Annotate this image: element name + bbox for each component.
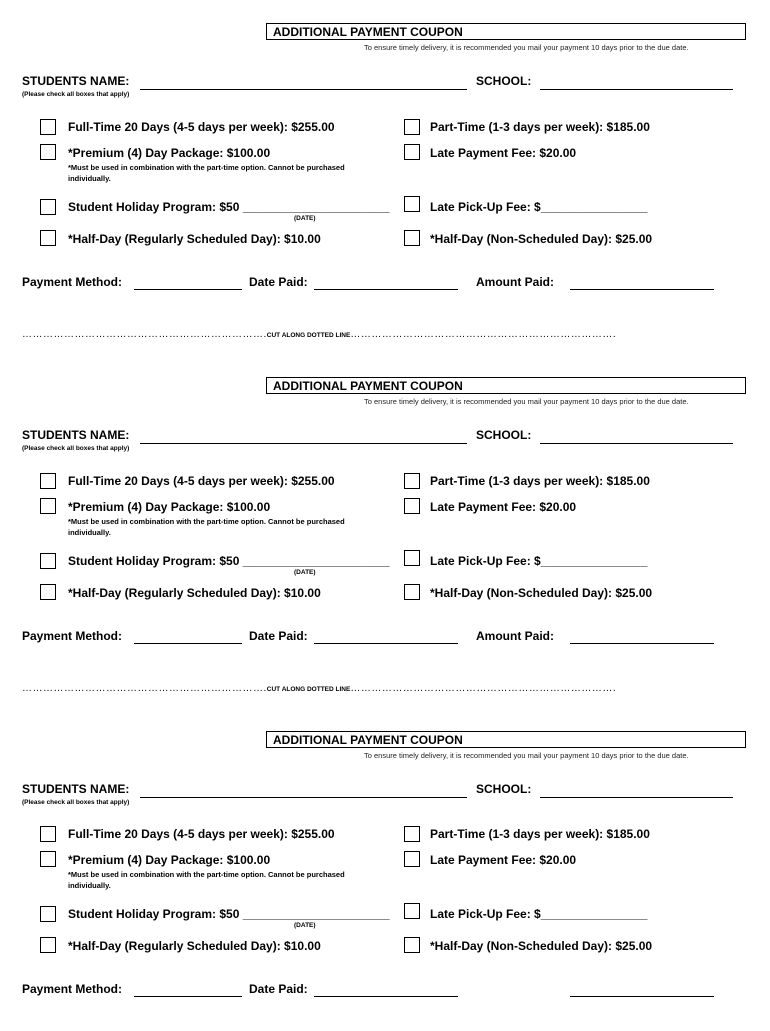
payment-method-label: Payment Method: xyxy=(22,275,123,289)
students-name-label: STUDENTS NAME: xyxy=(22,74,130,88)
coupon-2 xyxy=(0,377,770,677)
payment-method-label: Payment Method: xyxy=(22,629,123,643)
checkbox-part-time[interactable] xyxy=(404,826,420,842)
amount-paid-label: Amount Paid: xyxy=(476,629,554,643)
option-late-pickup: Late Pick-Up Fee: $________________ xyxy=(430,554,648,568)
school-label: SCHOOL: xyxy=(476,782,532,796)
date-paid-field[interactable] xyxy=(314,289,458,290)
checkbox-part-time[interactable] xyxy=(404,119,420,135)
checkbox-premium[interactable] xyxy=(40,498,56,514)
checkbox-premium[interactable] xyxy=(40,144,56,160)
payment-method-field[interactable] xyxy=(134,289,242,290)
checkbox-holiday-program[interactable] xyxy=(40,553,56,569)
school-field[interactable] xyxy=(540,797,733,798)
check-note: (Please check all boxes that apply) xyxy=(22,91,130,98)
option-half-day-non-scheduled: *Half-Day (Non-Scheduled Day): $25.00 xyxy=(430,586,653,600)
cut-line-label: CUT ALONG DOTTED LINE xyxy=(266,332,351,339)
amount-paid-label: Amount Paid: xyxy=(476,275,554,289)
school-field[interactable] xyxy=(540,89,733,90)
date-label: (DATE) xyxy=(294,569,316,576)
option-late-payment: Late Payment Fee: $20.00 xyxy=(430,853,577,867)
check-note: (Please check all boxes that apply) xyxy=(22,445,130,452)
checkbox-late-payment[interactable] xyxy=(404,144,420,160)
option-holiday-program: Student Holiday Program: $50 ______________________ xyxy=(68,554,390,568)
option-holiday-program: Student Holiday Program: $50 ______________________ xyxy=(68,200,390,214)
option-late-payment: Late Payment Fee: $20.00 xyxy=(430,500,577,514)
cut-dots-right: …………………………………………………………………. xyxy=(350,683,617,694)
cut-line-1 xyxy=(22,329,616,340)
students-name-label: STUDENTS NAME: xyxy=(22,428,130,442)
payment-method-field[interactable] xyxy=(134,996,242,997)
amount-paid-field[interactable] xyxy=(570,643,714,644)
students-name-field[interactable] xyxy=(140,89,467,90)
cut-dots-left: ……………………………………………………………. xyxy=(22,683,267,694)
option-premium: *Premium (4) Day Package: $100.00 xyxy=(68,500,271,514)
option-part-time: Part-Time (1-3 days per week): $185.00 xyxy=(430,474,650,488)
checkbox-half-day-non-scheduled[interactable] xyxy=(404,937,420,953)
students-name-field[interactable] xyxy=(140,443,467,444)
date-paid-label: Date Paid: xyxy=(249,982,308,996)
delivery-note: To ensure timely delivery, it is recommended you mail your payment 10 days prior to the due date. xyxy=(364,751,689,760)
premium-note: *Must be used in combination with the part-time option. Cannot be purchased individually. xyxy=(68,163,345,183)
option-half-day-regular: *Half-Day (Regularly Scheduled Day): $10.00 xyxy=(68,232,321,246)
coupon-title: ADDITIONAL PAYMENT COUPON xyxy=(266,23,746,40)
checkbox-half-day-regular[interactable] xyxy=(40,937,56,953)
amount-paid-field[interactable] xyxy=(570,996,714,997)
delivery-note: To ensure timely delivery, it is recommended you mail your payment 10 days prior to the due date. xyxy=(364,43,689,52)
checkbox-late-payment[interactable] xyxy=(404,851,420,867)
checkbox-full-time[interactable] xyxy=(40,473,56,489)
payment-method-label: Payment Method: xyxy=(22,982,123,996)
payment-method-field[interactable] xyxy=(134,643,242,644)
option-full-time: Full-Time 20 Days (4-5 days per week): $255.00 xyxy=(68,474,335,488)
students-name-label: STUDENTS NAME: xyxy=(22,782,130,796)
cut-dots-right: …………………………………………………………………. xyxy=(350,329,617,340)
checkbox-holiday-program[interactable] xyxy=(40,906,56,922)
checkbox-half-day-regular[interactable] xyxy=(40,584,56,600)
premium-note: *Must be used in combination with the part-time option. Cannot be purchased individually. xyxy=(68,870,345,890)
option-half-day-regular: *Half-Day (Regularly Scheduled Day): $10.00 xyxy=(68,939,321,953)
option-late-pickup: Late Pick-Up Fee: $________________ xyxy=(430,907,648,921)
students-name-field[interactable] xyxy=(140,797,467,798)
checkbox-half-day-non-scheduled[interactable] xyxy=(404,584,420,600)
school-label: SCHOOL: xyxy=(476,428,532,442)
checkbox-full-time[interactable] xyxy=(40,826,56,842)
delivery-note: To ensure timely delivery, it is recommended you mail your payment 10 days prior to the due date. xyxy=(364,397,689,406)
option-full-time: Full-Time 20 Days (4-5 days per week): $255.00 xyxy=(68,120,335,134)
checkbox-late-payment[interactable] xyxy=(404,498,420,514)
checkbox-half-day-regular[interactable] xyxy=(40,230,56,246)
date-paid-label: Date Paid: xyxy=(249,275,308,289)
date-label: (DATE) xyxy=(294,922,316,929)
option-late-payment: Late Payment Fee: $20.00 xyxy=(430,146,577,160)
option-half-day-regular: *Half-Day (Regularly Scheduled Day): $10.00 xyxy=(68,586,321,600)
checkbox-late-pickup[interactable] xyxy=(404,550,420,566)
checkbox-half-day-non-scheduled[interactable] xyxy=(404,230,420,246)
option-late-pickup: Late Pick-Up Fee: $________________ xyxy=(430,200,648,214)
option-part-time: Part-Time (1-3 days per week): $185.00 xyxy=(430,827,650,841)
school-field[interactable] xyxy=(540,443,733,444)
amount-paid-field[interactable] xyxy=(570,289,714,290)
checkbox-part-time[interactable] xyxy=(404,473,420,489)
checkbox-full-time[interactable] xyxy=(40,119,56,135)
coupon-1 xyxy=(0,23,770,323)
option-half-day-non-scheduled: *Half-Day (Non-Scheduled Day): $25.00 xyxy=(430,232,653,246)
checkbox-late-pickup[interactable] xyxy=(404,196,420,212)
cut-dots-left: ……………………………………………………………. xyxy=(22,329,267,340)
option-full-time: Full-Time 20 Days (4-5 days per week): $255.00 xyxy=(68,827,335,841)
date-label: (DATE) xyxy=(294,215,316,222)
date-paid-field[interactable] xyxy=(314,643,458,644)
cut-line-2 xyxy=(22,683,616,694)
premium-note: *Must be used in combination with the part-time option. Cannot be purchased individually. xyxy=(68,517,345,537)
coupon-3 xyxy=(0,731,770,1031)
option-premium: *Premium (4) Day Package: $100.00 xyxy=(68,853,271,867)
option-part-time: Part-Time (1-3 days per week): $185.00 xyxy=(430,120,650,134)
cut-line-label: CUT ALONG DOTTED LINE xyxy=(266,686,351,693)
school-label: SCHOOL: xyxy=(476,74,532,88)
checkbox-premium[interactable] xyxy=(40,851,56,867)
checkbox-late-pickup[interactable] xyxy=(404,903,420,919)
date-paid-label: Date Paid: xyxy=(249,629,308,643)
checkbox-holiday-program[interactable] xyxy=(40,199,56,215)
option-holiday-program: Student Holiday Program: $50 ______________________ xyxy=(68,907,390,921)
option-premium: *Premium (4) Day Package: $100.00 xyxy=(68,146,271,160)
coupon-title: ADDITIONAL PAYMENT COUPON xyxy=(266,377,746,394)
coupon-title: ADDITIONAL PAYMENT COUPON xyxy=(266,731,746,748)
option-half-day-non-scheduled: *Half-Day (Non-Scheduled Day): $25.00 xyxy=(430,939,653,953)
check-note: (Please check all boxes that apply) xyxy=(22,799,130,806)
date-paid-field[interactable] xyxy=(314,996,458,997)
